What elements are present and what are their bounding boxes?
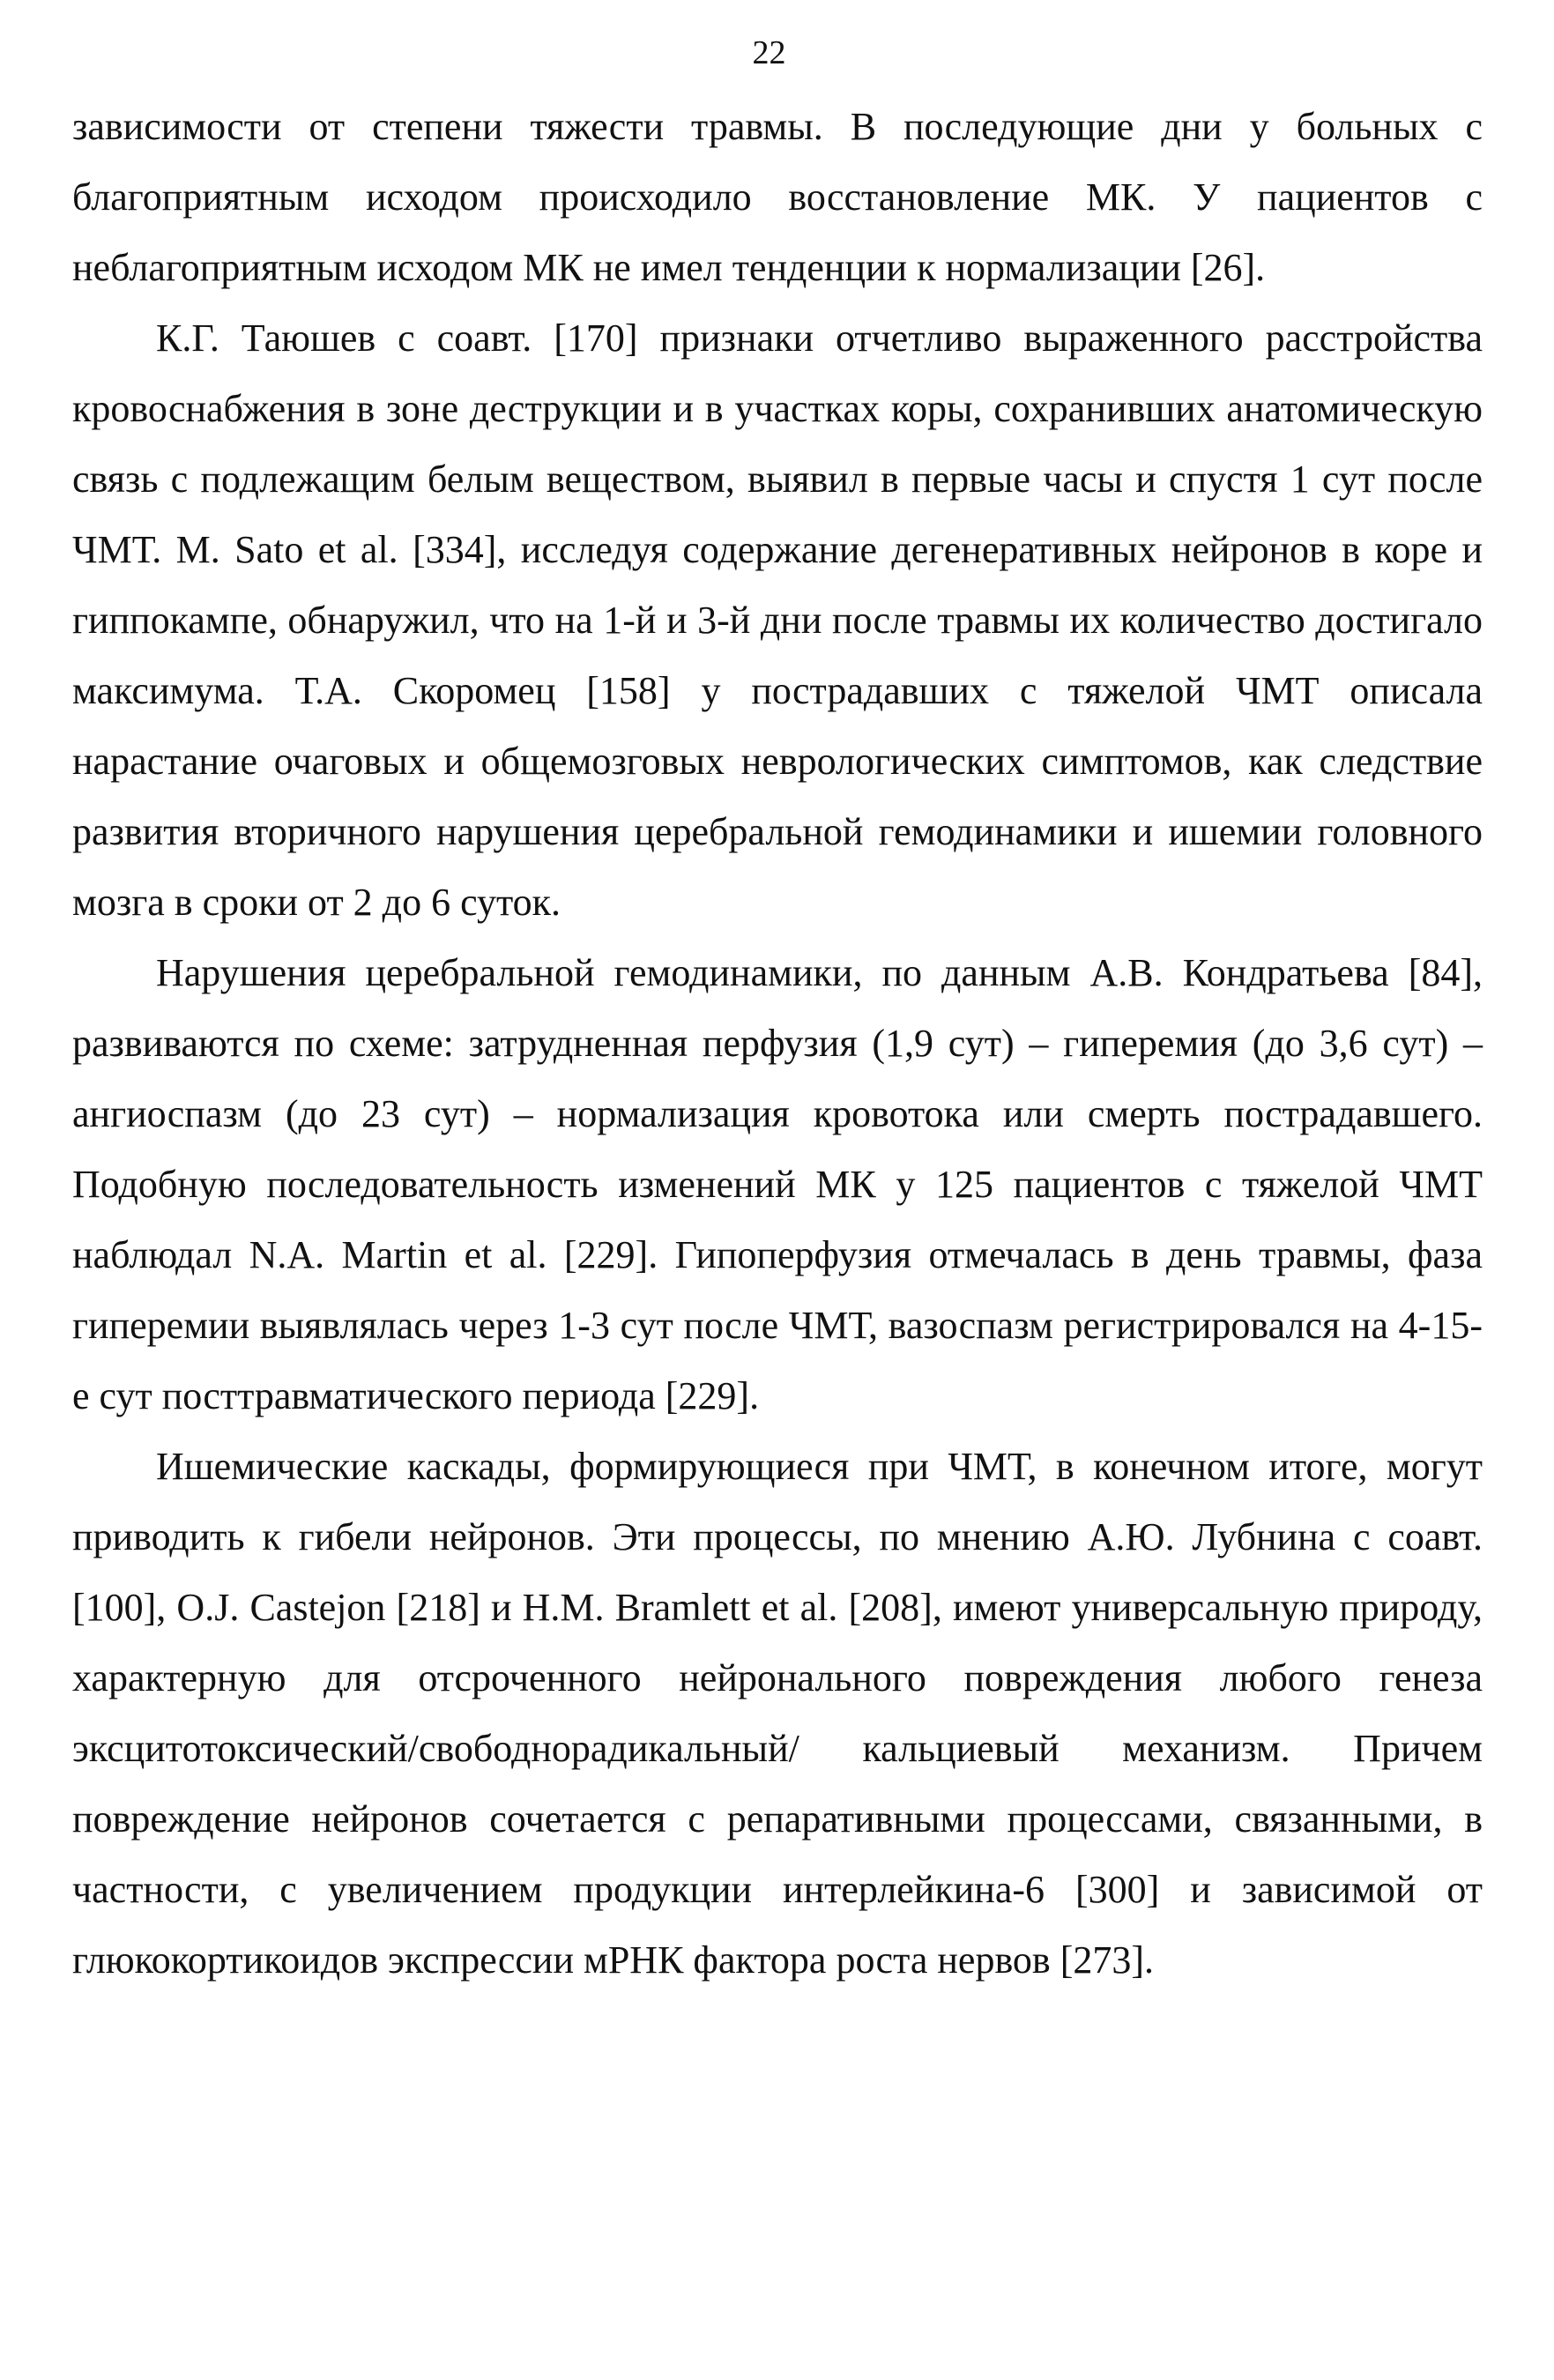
paragraph-4: Ишемические каскады, формирующиеся при ЧМТ, в конечном итоге, могут приводить к гибели нейронов. Эти процессы, по мнению А.Ю. Лубнина с соавт. [100], O.J. Castejon [218] и H.M. Bramlett et al. [208], имеют универсальную природу, характерную для отсроченного нейронального повреждения любого генеза эксцитотоксический/свободнорадикальный/ кальциевый механизм. Причем повреждение нейронов сочетается с репаративными процессами, связанными, в частности, с увеличением продукции интерлейкина-6 [300] и зависимой от глюкокортикоидов экспрессии мРНК фактора роста нервов [273]. bbox=[72, 1445, 1483, 1982]
paragraph-3: Нарушения церебральной гемодинамики, по данным А.В. Кондратьева [84], развиваются по схеме: затрудненная перфузия (1,9 сут) – гиперемия (до 3,6 сут) – ангиоспазм (до 23 сут) – нормализация кровотока или смерть пострадавшего. Подобную последовательность изменений МК у 125 пациентов с тяжелой ЧМТ наблюдал N.A. Martin et al. [229]. Гипоперфузия отмечалась в день травмы, фаза гиперемии выявлялась через 1-3 сут после ЧМТ, вазоспазм регистрировался на 4-15-е сут посттравматического периода [229]. bbox=[72, 951, 1483, 1417]
body-text bbox=[72, 92, 1483, 1996]
page-number: 22 bbox=[752, 34, 786, 71]
paragraph-2: К.Г. Таюшев с соавт. [170] признаки отчетливо выраженного расстройства кровоснабжения в зоне деструкции и в участках коры, сохранивших анатомическую связь с подлежащим белым веществом, выявил в первые часы и спустя 1 сут после ЧМТ. M. Sato et al. [334], исследуя содержание дегенеративных нейронов в коре и гиппокампе, обнаружил, что на 1-й и 3-й дни после травмы их количество достигало максимума. Т.А. Скоромец [158] у пострадавших с тяжелой ЧМТ описала нарастание очаговых и общемозговых неврологических симптомов, как следствие развития вторичного нарушения церебральной гемодинамики и ишемии головного мозга в сроки от 2 до 6 суток. bbox=[72, 316, 1483, 924]
paragraph-1: зависимости от степени тяжести травмы. В последующие дни у больных с благоприятным исходом происходило восстановление МК. У пациентов с неблагоприятным исходом МК не имел тенденции к нормализации [26]. bbox=[72, 105, 1483, 289]
